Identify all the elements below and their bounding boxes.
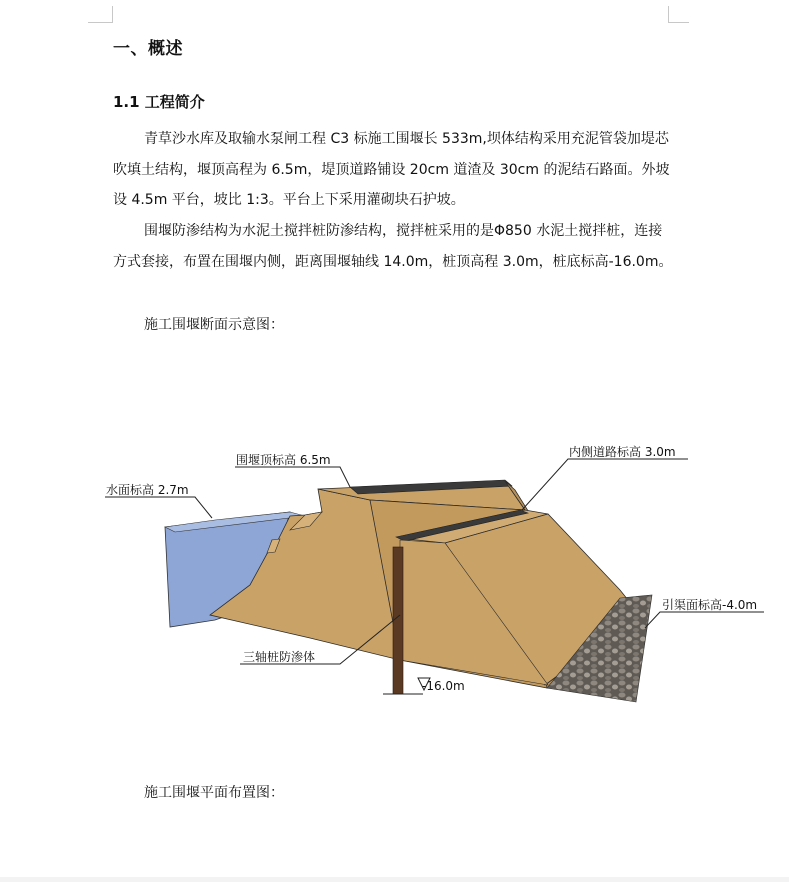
weir-section-diagram: [100, 440, 780, 710]
seepage-pile: [393, 547, 403, 694]
paragraph-text: 围堰防渗结构为水泥土搅拌桩防渗结构，搅拌桩采用的是Φ850 水泥土搅拌桩，连接方式套接，布置在围堰内侧，距离围堰轴线 14.0m，桩顶高程 3.0m，桩底标高-16.0m。: [113, 223, 673, 270]
label-weir-top: 围堰顶标高 6.5m: [236, 453, 331, 467]
paragraph-text: 青草沙水库及取输水泵闸工程 C3 标施工围堰长 533m,坝体结构采用充泥管袋加堤芯吹填土结构，堰顶高程为 6.5m，堤顶道路铺设 20cm 道渣及 30cm 的泥结石路面。外坡设 4.5m 平台，坡比 1:3。平台上下采用灌砌块石护坡。: [113, 131, 670, 208]
leader-weir-top: [235, 467, 350, 487]
label-inner-road: 内侧道路标高 3.0m: [569, 445, 676, 459]
heading-project-intro: 1.1 工程简介: [113, 93, 205, 111]
leader-channel: [645, 612, 764, 628]
crop-mark-top-right: [668, 6, 689, 23]
leader-water-level: [105, 497, 212, 518]
label-water-level: 水面标高 2.7m: [106, 483, 189, 497]
crop-mark-top-left: [88, 6, 113, 23]
label-channel: 引渠面标高-4.0m: [662, 598, 758, 612]
paragraph-seepage-structure: [113, 216, 673, 277]
leader-inner-road: [522, 459, 688, 510]
heading-overview: 一、概述: [113, 39, 183, 59]
label-pile: 三轴桩防渗体: [243, 650, 316, 664]
label-pile-bottom: -16.0m: [422, 679, 465, 693]
caption-plan-layout: [113, 778, 673, 809]
caption-section-diagram: [113, 310, 673, 341]
caption-text: 施工围堰断面示意图：: [144, 317, 284, 333]
caption-text: 施工围堰平面布置图：: [144, 785, 284, 801]
paragraph-project-description: [113, 124, 673, 216]
